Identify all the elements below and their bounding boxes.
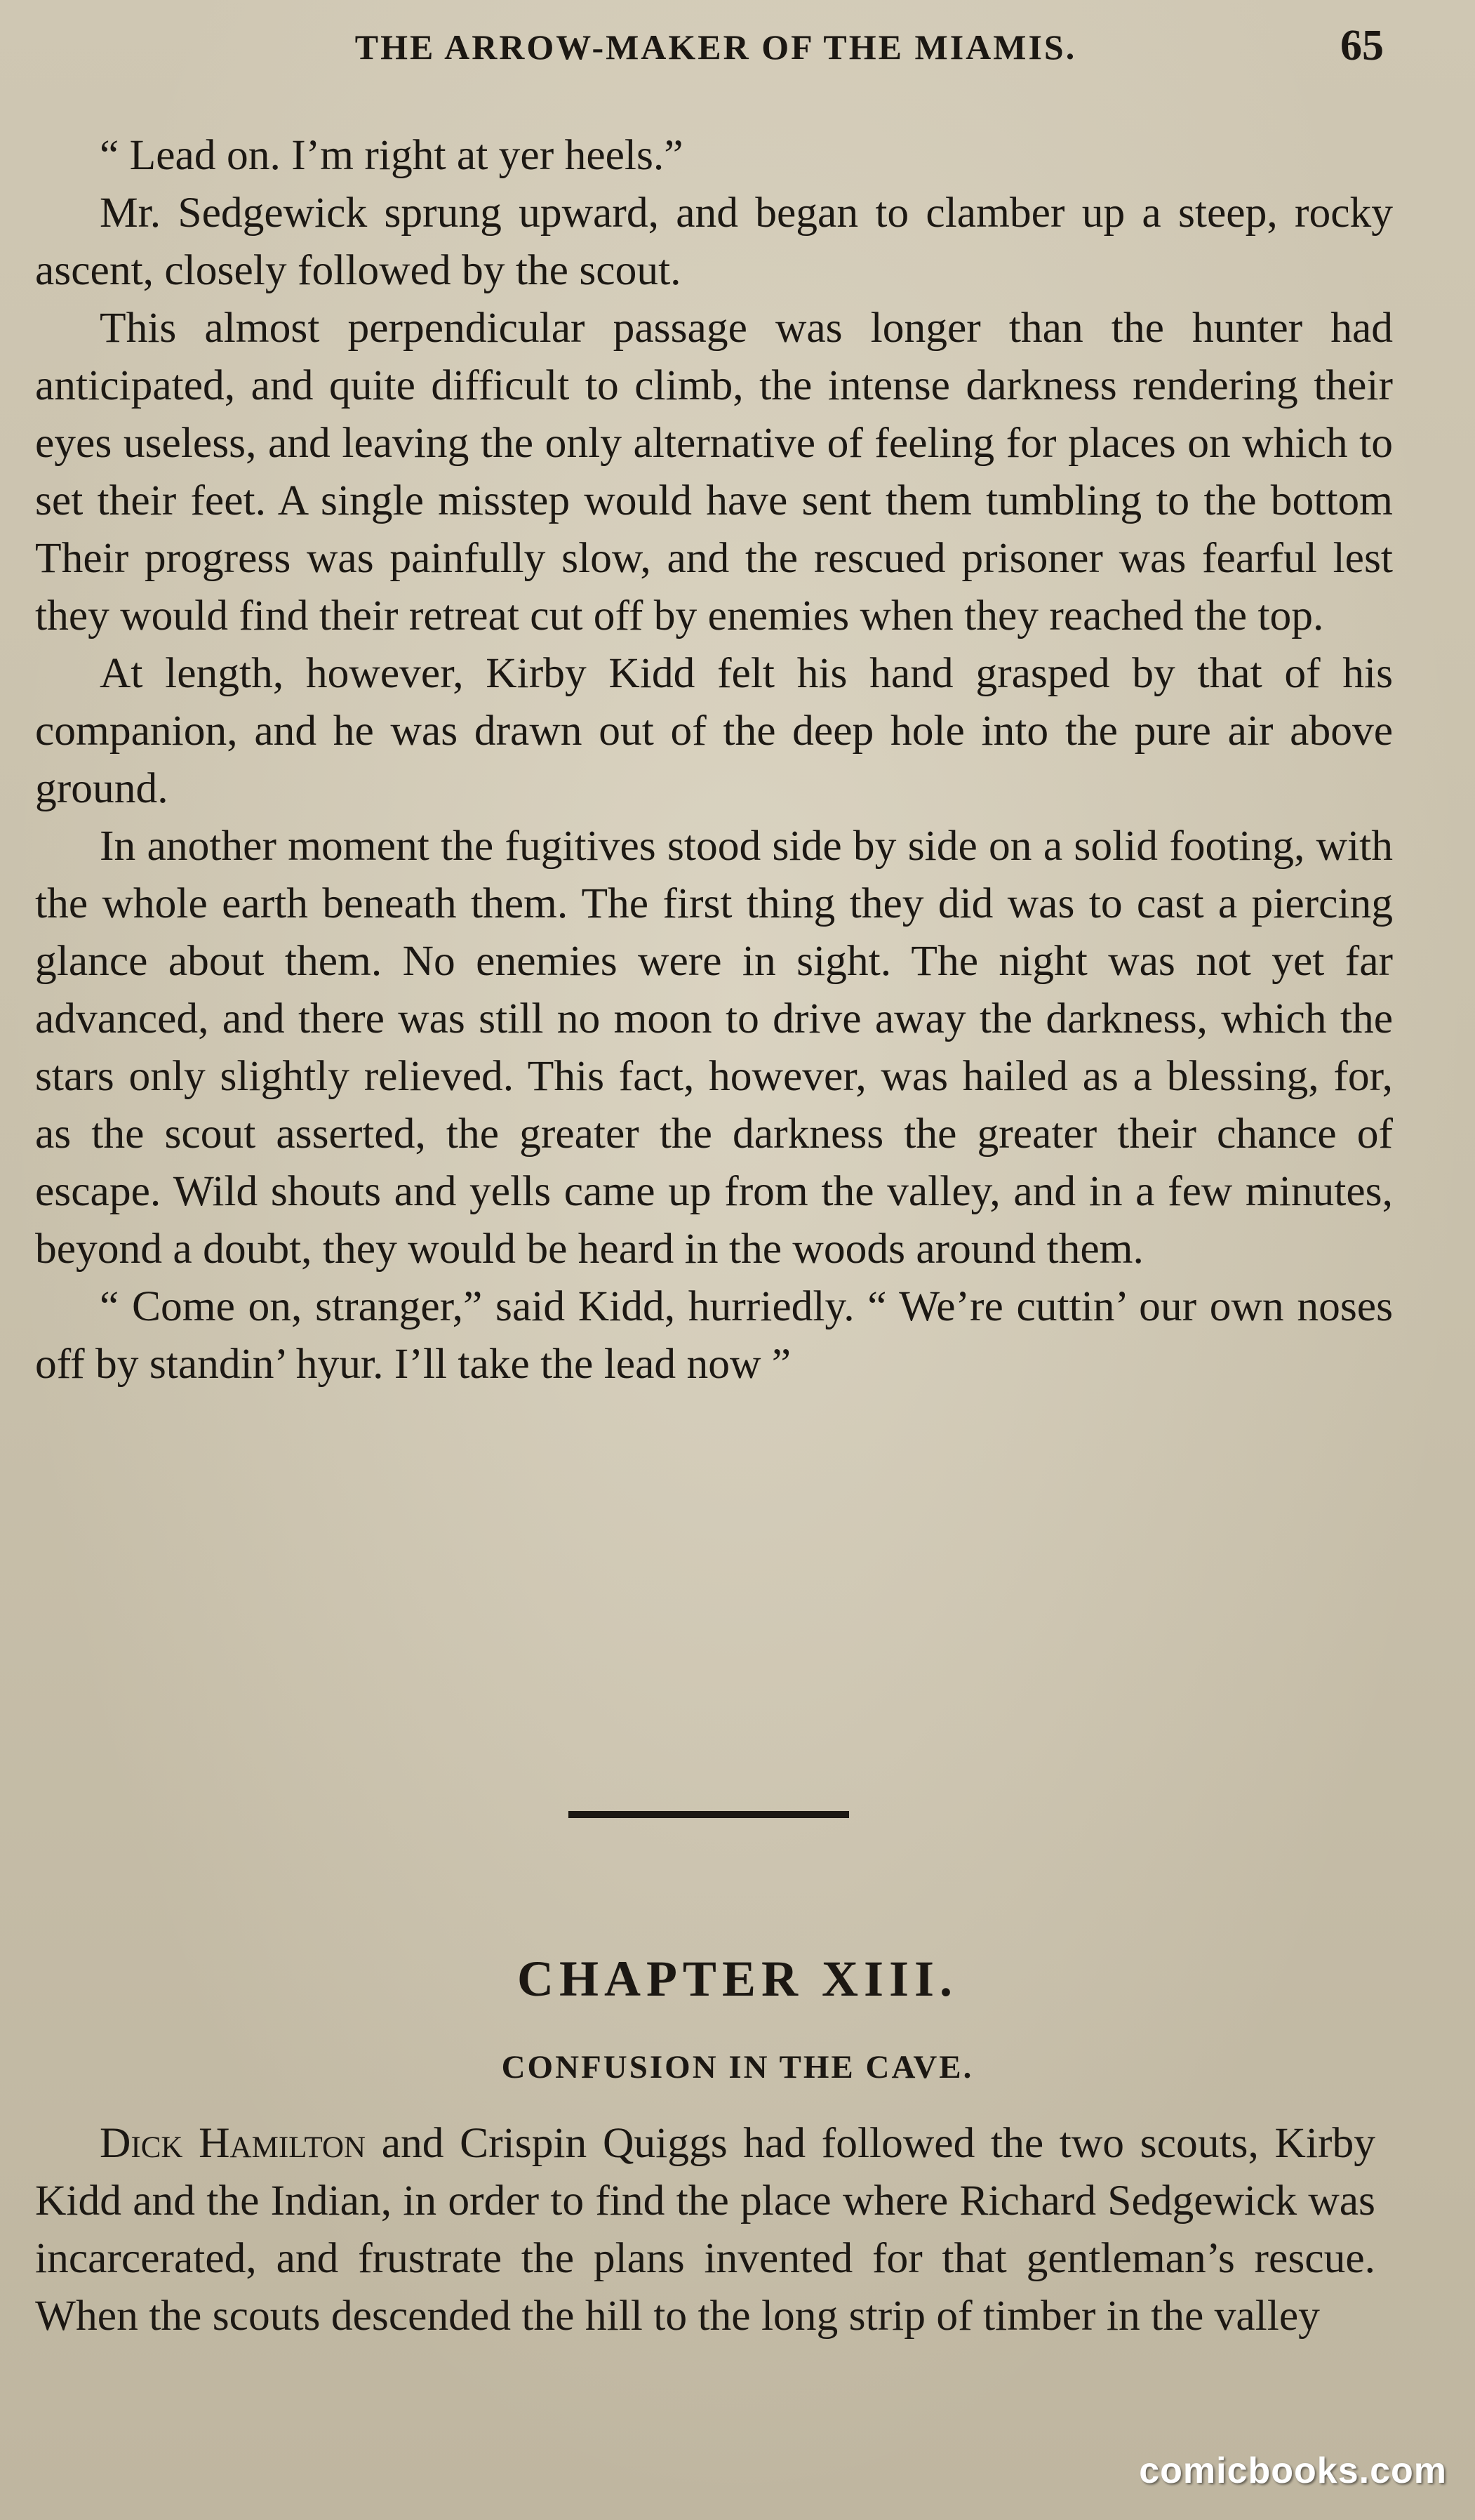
paragraph: At length, however, Kirby Kidd felt his hand grasped by that of his companion, and he was drawn out of the deep hole into the pure air above ground. bbox=[35, 649, 1393, 812]
paragraph: “ Lead on. I’m right at yer heels.” bbox=[100, 131, 683, 179]
page-number: 65 bbox=[1340, 22, 1384, 69]
running-head: THE ARROW-MAKER OF THE MIAMIS. bbox=[354, 27, 1077, 67]
chapter-title: CHAPTER XIII. bbox=[516, 1951, 959, 2007]
paragraph: Mr. Sedgewick sprung upward, and began to clamber up a steep, rocky ascent, closely followed by the scout. bbox=[35, 189, 1393, 294]
paragraph: This almost perpendicular passage was longer than the hunter had anticipated, and quite difficult to climb, the intense darkness rendering their eyes useless, and leaving the only alternative of feeling for places on which to set their feet. A single misstep would have sent them tumbling to the bottom Their progress was painfully slow, and the rescued prisoner was fearful lest they would find their retreat cut off by enemies when they reached the top. bbox=[35, 304, 1393, 639]
body-text bbox=[35, 126, 1393, 1393]
chapter-paragraph-body: and Crispin Quiggs had followed the two scouts, Kirby Kidd and the Indian, in order to find the place where Richard Sedgewick was incarcerated, and frustrate the plans invented for that gentleman’s rescue. When the scouts descended the hill to the long strip of timber in the valley bbox=[35, 2119, 1375, 2340]
chapter-lead-words: Dick Hamilton bbox=[100, 2119, 366, 2167]
section-divider bbox=[568, 1811, 849, 1818]
watermark-logo: comicbooks.com bbox=[1139, 2451, 1447, 2491]
chapter-subtitle: CONFUSION IN THE CAVE. bbox=[501, 2049, 974, 2085]
chapter-text bbox=[35, 2114, 1375, 2345]
paragraph: In another moment the fugitives stood side by side on a solid footing, with the whole earth beneath them. The first thing they did was to cast a piercing glance about them. No enemies were in sight. The night was not yet far advanced, and there was still no moon to drive away the darkness, which the stars only slightly relieved. This fact, however, was hailed as a blessing, for, as the scout asserted, the greater the darkness the greater their chance of escape. Wild shouts and yells came up from the valley, and in a few minutes, beyond a doubt, they would be heard in the woods around them. bbox=[35, 822, 1393, 1273]
chapter-first-paragraph bbox=[35, 2114, 1375, 2345]
paragraph: “ Come on, stranger,” said Kidd, hurriedly. “ We’re cuttin’ our own noses off by standin’ hyur. I’ll take the lead now ” bbox=[35, 1282, 1393, 1388]
